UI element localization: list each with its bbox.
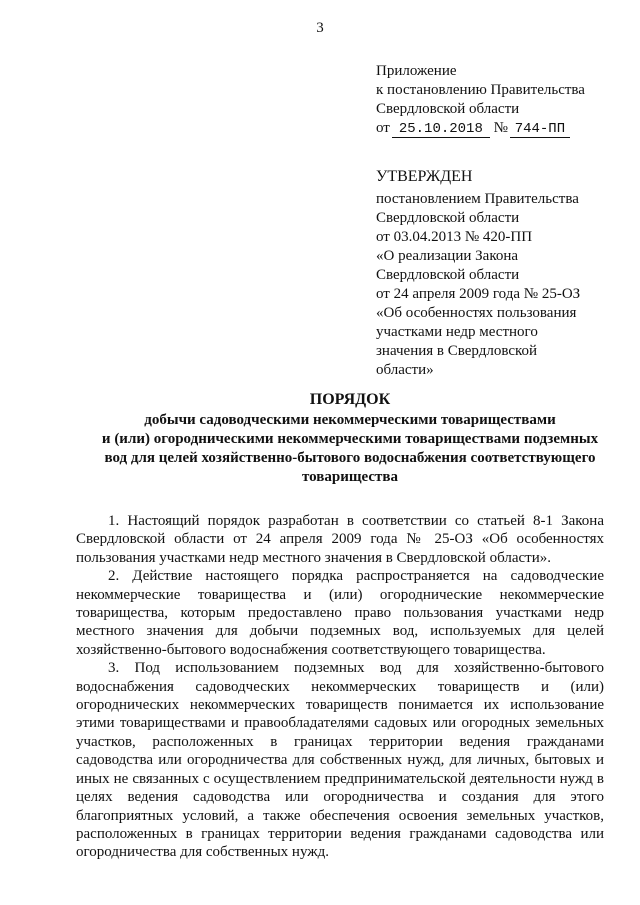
title-subtitle-line: вод для целей хозяйственно-бытового водоснабжения соответствующего xyxy=(104,450,596,466)
appendix-date-line xyxy=(376,119,585,138)
title-subtitle-line: добычи садоводческими некоммерческими товариществами xyxy=(144,412,556,428)
approval-line: от 03.04.2013 № 420-ПП xyxy=(376,229,533,245)
approval-line: значения в Свердловской xyxy=(376,343,538,359)
paragraph-1: 1. Настоящий порядок разработан в соответствии со статьей 8-1 Закона Свердловской области от 24 апреля 2009 года № 25-ОЗ «Об особенностях пользования участками недр местного значения в Свердловской области». xyxy=(76,513,604,566)
paragraph-3: 3. Под использованием подземных вод для хозяйственно-бытового водоснабжения садоводческих некоммерческих товариществ и (или) огороднических некоммерческих товариществ понимается их использование этими товариществами и правообладателями садовых или огородных земельных участков, расположенных в границах территории ведения гражданами садоводства или огородничества для собственных нужд, для личных, бытовых и иных не связанных с осуществлением предпринимательской деятельности нужд в целях ведения садоводства или огородничества и создания для этого благоприятных условий, а также обеспечения освоения земельных участков, расположенных в границах территории ведения гражданами садоводства или огородничества для собственных нужд. xyxy=(76,660,604,861)
document-title xyxy=(60,390,640,487)
appendix-reference: к постановлению Правительства xyxy=(376,82,585,98)
approval-line: «О реализации Закона xyxy=(376,248,519,264)
approval-line: участками недр местного xyxy=(376,324,538,340)
page-number: 3 xyxy=(316,20,324,36)
approval-line: «Об особенностях пользования xyxy=(376,305,577,321)
title-subtitle-line: и (или) огородническими некоммерческими товариществами подземных xyxy=(101,431,599,447)
number-prefix: № xyxy=(493,120,508,136)
document-body xyxy=(76,512,604,862)
decree-number: 744-ПП xyxy=(510,122,570,138)
approval-heading: УТВЕРЖДЕН xyxy=(376,168,473,185)
paragraph-2: 2. Действие настоящего порядка распространяется на садоводческие некоммерческие товарищества и (или) огороднические некоммерческие товарищества, которым предоставлено право пользования участками недр местного значения для добычи подземных вод, используемых для целей хозяйственно-бытового водоснабжения соответствующего товарищества. xyxy=(76,568,604,658)
approval-block xyxy=(376,167,580,380)
approval-line: от 24 апреля 2009 года № 25-ОЗ xyxy=(376,286,581,302)
date-prefix: от xyxy=(376,120,390,136)
appendix-region: Свердловской области xyxy=(376,101,520,117)
appendix-heading: Приложение xyxy=(376,63,457,79)
approval-line: Свердловской области xyxy=(376,210,520,226)
appendix-block xyxy=(376,62,585,138)
approval-line: постановлением Правительства xyxy=(376,191,579,207)
title-main: ПОРЯДОК xyxy=(309,391,391,408)
approval-line: Свердловской области xyxy=(376,267,520,283)
decree-date: 25.10.2018 xyxy=(392,122,490,138)
title-subtitle-line: товарищества xyxy=(301,469,398,485)
approval-line: области» xyxy=(376,362,434,378)
